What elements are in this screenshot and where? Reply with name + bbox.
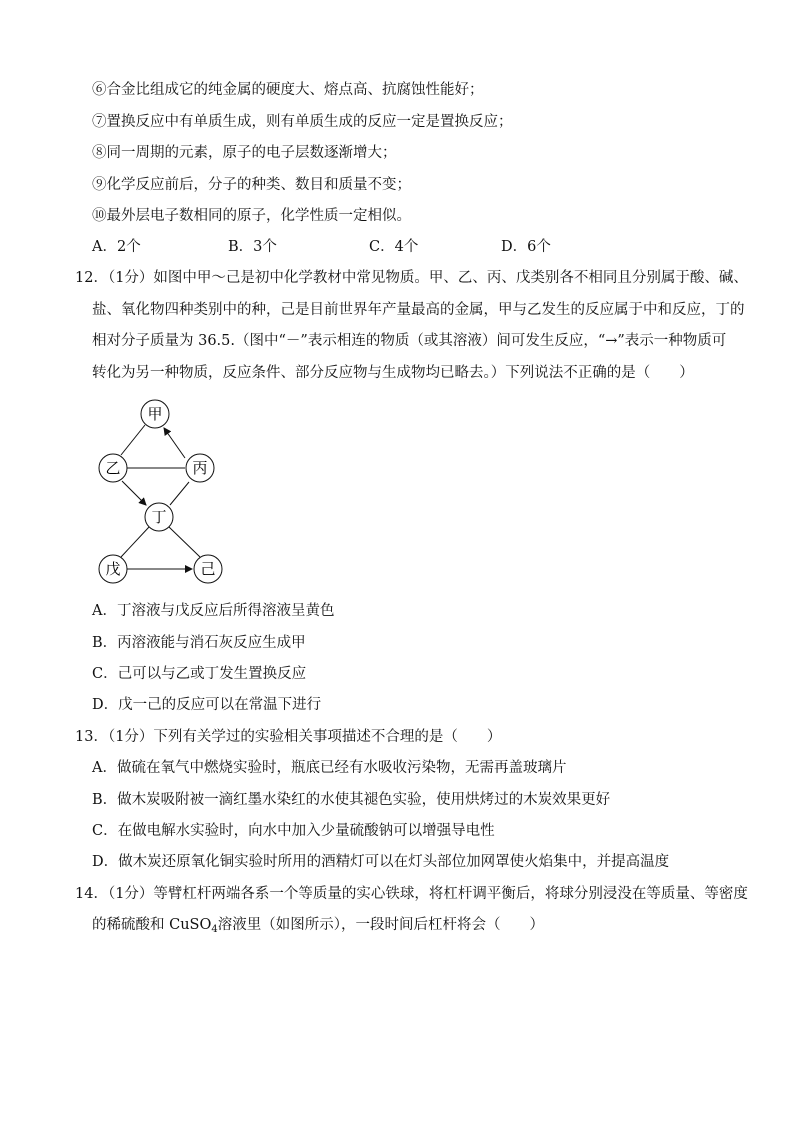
q12-stem-line-2: 盐、氧化物四种类别中的种，己是目前世界年产量最高的金属，甲与乙发生的反应属于中和反应，丁的 xyxy=(92,302,745,318)
statement-8: ⑧同一周期的元素，原子的电子层数逐渐增大； xyxy=(92,145,397,161)
node-wu xyxy=(99,555,127,583)
q11-option-b[interactable]: B．3个 xyxy=(228,239,277,255)
statement-10: ⑩最外层电子数相同的原子，化学性质一定相似。 xyxy=(92,208,411,224)
node-wu-label: 戊 xyxy=(105,560,121,578)
node-ji-label: 己 xyxy=(200,560,216,578)
q12-stem-line-1: 12．（1分）如图中甲～己是初中化学教材中常见物质。甲、乙、丙、戊类别各不相同且分别属于酸、碱、 xyxy=(75,270,748,286)
q11-option-c[interactable]: C．4个 xyxy=(369,239,419,255)
node-ji xyxy=(194,555,222,583)
q14-stem-line-2-post: 溶液里（如图所示），一段时间后杠杆将会（ ） xyxy=(217,917,544,933)
q14-stem-line-2 xyxy=(92,915,544,940)
node-ding-label: 丁 xyxy=(151,508,167,526)
node-bing-label: 丙 xyxy=(192,459,208,477)
node-yi-label: 乙 xyxy=(105,459,121,477)
q11-option-d[interactable]: D．6个 xyxy=(501,239,551,255)
arrow-yi-to-ding xyxy=(122,481,146,505)
statement-7: ⑦置换反应中有单质生成，则有单质生成的反应一定是置换反应； xyxy=(92,114,513,130)
q13-option-c[interactable]: C．在做电解水实验时，向水中加入少量硫酸钠可以增强导电性 xyxy=(92,823,495,839)
node-bing xyxy=(186,454,214,482)
q13-option-b[interactable]: B．做木炭吸附被一滴红墨水染红的水使其褪色实验，使用烘烤过的木炭效果更好 xyxy=(92,792,611,808)
statement-6: ⑥合金比组成它的纯金属的硬度大、熔点高、抗腐蚀性能好； xyxy=(92,82,484,98)
link-ding-ji xyxy=(169,527,200,557)
q13-option-d[interactable]: D．做木炭还原氧化铜实验时所用的酒精灯可以在灯头部位加网罩使火焰集中，并提高温度 xyxy=(92,854,670,870)
q12-stem-line-3: 相对分子质量为 36.5.（图中“－”表示相连的物质（或其溶液）间可发生反应，“→”表示一种物质可 xyxy=(92,333,727,349)
q12-option-d[interactable]: D．戊一己的反应可以在常温下进行 xyxy=(92,697,322,713)
q14-stem-line-2-pre: 的稀硫酸和 CuSO xyxy=(92,917,212,933)
q12-option-a[interactable]: A．丁溶液与戊反应后所得溶液呈黄色 xyxy=(92,603,335,619)
link-bing-ding xyxy=(170,482,189,505)
statement-9: ⑨化学反应前后，分子的种类、数目和质量不变； xyxy=(92,177,411,193)
q14-stem-line-1: 14．（1分）等臂杠杆两端各系一个等质量的实心铁球，将杠杆调平衡后，将球分别浸没在等质量、等密度 xyxy=(75,886,748,902)
q11-option-a[interactable]: A．2个 xyxy=(92,239,141,255)
q12-option-b[interactable]: B．丙溶液能与消石灰反应生成甲 xyxy=(92,635,306,651)
reaction-relationship-diagram xyxy=(92,395,232,590)
node-ding xyxy=(145,503,173,531)
node-jia xyxy=(141,400,169,428)
arrow-bing-to-jia xyxy=(164,428,185,458)
q13-option-a[interactable]: A．做硫在氧气中燃烧实验时，瓶底已经有水吸收污染物，无需再盖玻璃片 xyxy=(92,760,567,776)
q12-option-c[interactable]: C．己可以与乙或丁发生置换反应 xyxy=(92,666,307,682)
link-ding-wu xyxy=(121,527,149,557)
q14-stem-line-2-subscript: 4 xyxy=(211,924,218,935)
node-yi xyxy=(99,454,127,482)
link-jia-yi xyxy=(121,425,145,455)
q13-stem: 13．（1分）下列有关学过的实验相关事项描述不合理的是（ ） xyxy=(75,729,502,745)
q12-stem-line-4: 转化为另一种物质，反应条件、部分反应物与生成物均已略去。）下列说法不正确的是（ ） xyxy=(92,365,694,381)
node-jia-label: 甲 xyxy=(147,405,163,423)
